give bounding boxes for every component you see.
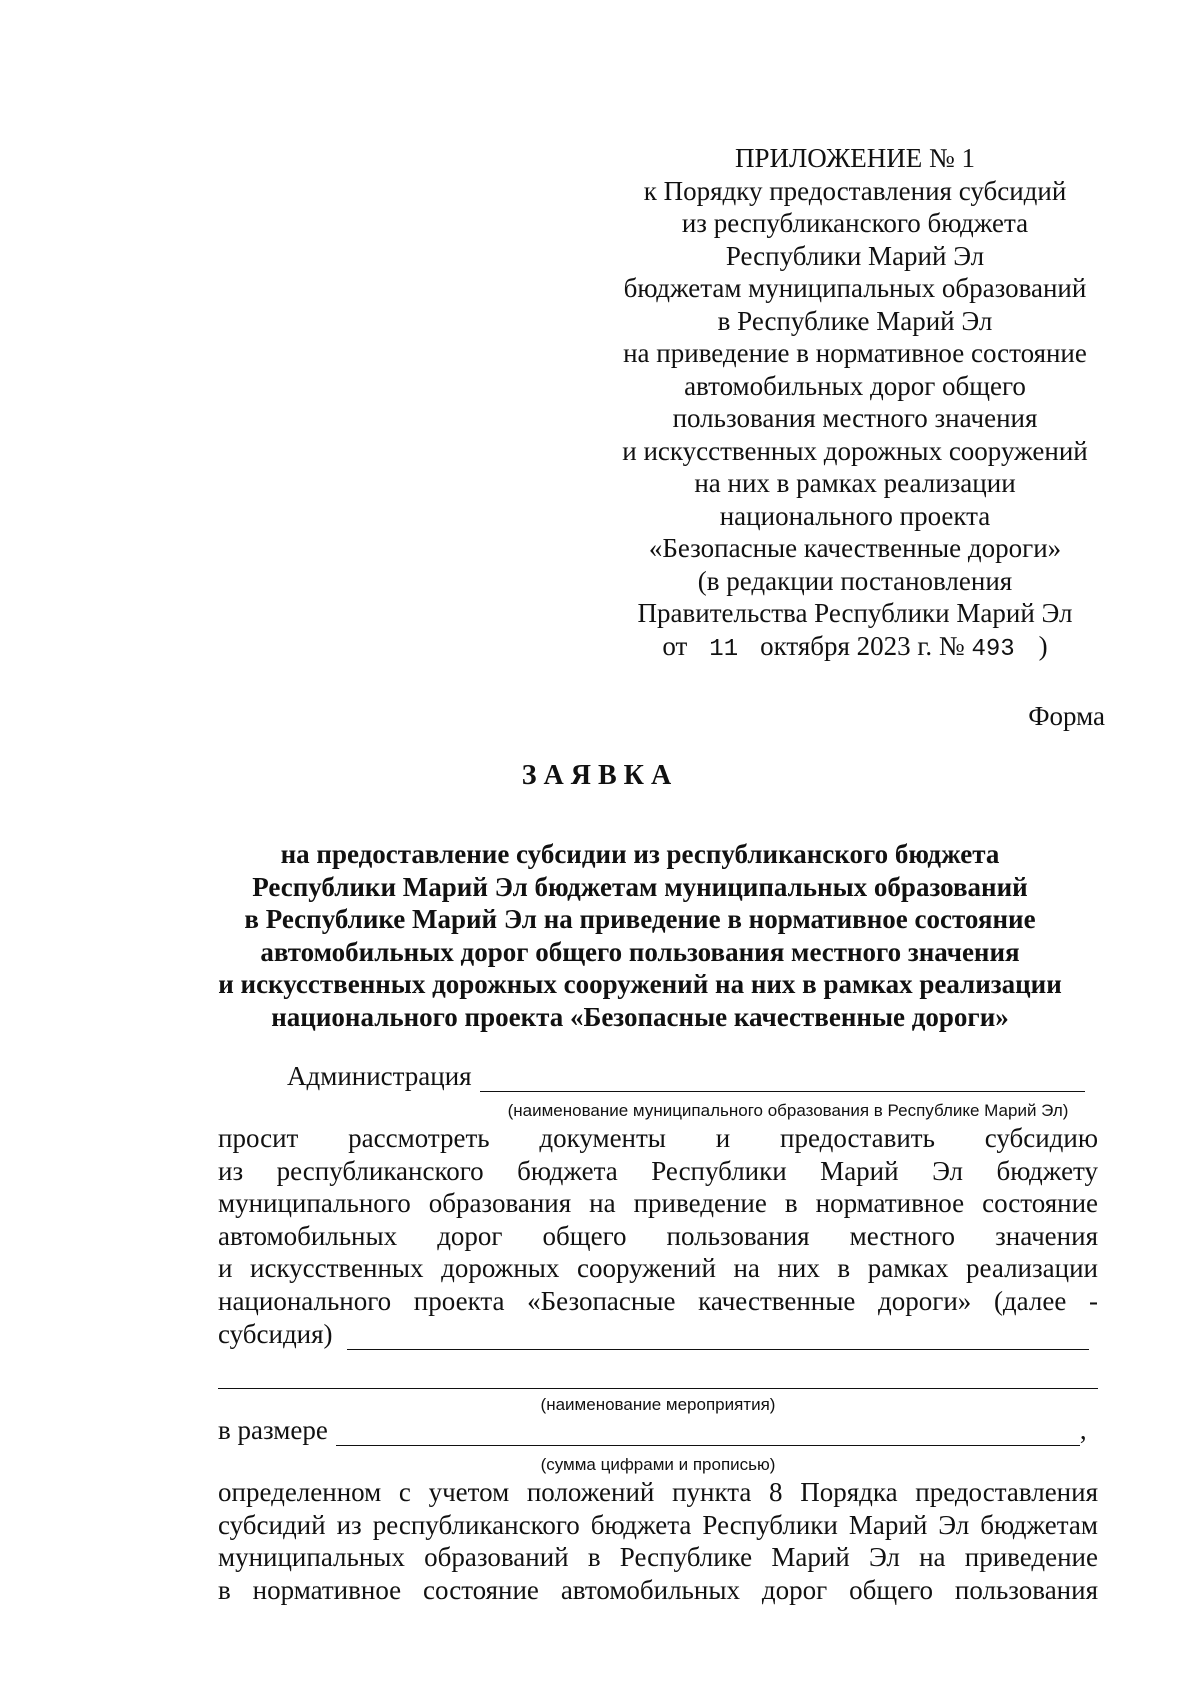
appendix-line: ПРИЛОЖЕНИЕ № 1 xyxy=(734,143,976,173)
subsidy-label: субсидия) xyxy=(218,1319,333,1349)
administration-label: Администрация xyxy=(287,1061,472,1091)
paragraph-line: определенном с учетом положений пункта 8 Порядка предоставления xyxy=(218,1477,1098,1507)
appendix-line: автомобильных дорог общего xyxy=(684,370,1026,401)
appendix-line: на них в рамках реализации xyxy=(694,468,1016,498)
event-caption: (наименование мероприятия) xyxy=(540,1395,776,1414)
amount-caption: (сумма цифрами и прописью) xyxy=(540,1455,776,1474)
page-title: ЗАЯВКА xyxy=(521,760,679,791)
paragraph-line: и искусственных дорожных сооружений на них в рамках реализации xyxy=(218,1253,1098,1283)
amount-label: в размере xyxy=(218,1415,328,1445)
paragraph-line: автомобильных дорог общего пользования местного значения xyxy=(218,1220,1098,1251)
paragraph-line: из республиканского бюджета Республики Марий Эл бюджету xyxy=(218,1155,1098,1186)
paragraph-line: муниципального образования на приведение в нормативное состояние xyxy=(218,1188,1098,1218)
appendix-block xyxy=(590,142,1120,666)
amount-field[interactable] xyxy=(336,1417,1080,1446)
appendix-line: (в редакции постановления xyxy=(697,565,1013,596)
closing-paragraph xyxy=(218,1476,1098,1606)
close-paren: ) xyxy=(1038,630,1048,661)
appendix-line: «Безопасные качественные дороги» xyxy=(648,533,1062,563)
subsidy-field[interactable] xyxy=(347,1321,1089,1350)
paragraph-line: субсидий из республиканского бюджета Республики Марий Эл бюджетам xyxy=(218,1509,1098,1540)
appendix-date-line xyxy=(590,630,1120,667)
subtitle-line: Республики Марий Эл бюджетам муниципальных образований xyxy=(252,871,1028,902)
subtitle-line: автомобильных дорог общего пользования местного значения xyxy=(260,936,1020,967)
appendix-line: бюджетам муниципальных образований xyxy=(623,273,1087,303)
appendix-line: к Порядку предоставления субсидий xyxy=(643,175,1067,206)
appendix-line: Правительства Республики Марий Эл xyxy=(637,598,1073,628)
administration-row xyxy=(287,1060,1085,1092)
date-month-year: октября 2023 г. № xyxy=(760,630,965,661)
administration-caption: (наименование муниципального образования в Республике Марий Эл) xyxy=(507,1101,1069,1120)
administration-field[interactable] xyxy=(480,1063,1085,1092)
appendix-line: и искусственных дорожных сооружений xyxy=(622,435,1088,466)
amount-comma: , xyxy=(1079,1415,1087,1445)
date-prefix: от xyxy=(662,630,688,661)
appendix-line: в Республике Марий Эл xyxy=(717,305,993,336)
subtitle-line: на предоставление субсидии из республиканского бюджета xyxy=(280,839,1000,869)
subtitle-line: в Республике Марий Эл на приведение в нормативное состояние xyxy=(244,904,1036,934)
paragraph-line: просит рассмотреть документы и предоставить субсидию xyxy=(218,1123,1098,1153)
subsidy-row xyxy=(218,1318,1089,1350)
paragraph-line: национального проекта «Безопасные качественные дороги» (далее - xyxy=(218,1285,1098,1316)
appendix-line: из республиканского бюджета xyxy=(681,208,1029,238)
appendix-line: национального проекта xyxy=(719,500,991,531)
request-paragraph xyxy=(218,1122,1098,1317)
paragraph-line: в нормативное состояние автомобильных дорог общего пользования xyxy=(218,1574,1098,1605)
appendix-line: Республики Марий Эл xyxy=(725,240,985,271)
paragraph-line: муниципальных образований в Республике Марий Эл на приведение xyxy=(218,1542,1098,1572)
subtitle-line: и искусственных дорожных сооружений на них в рамках реализации xyxy=(218,969,1062,999)
decree-number: 493 xyxy=(971,635,1015,663)
appendix-line: пользования местного значения xyxy=(672,403,1038,433)
amount-row xyxy=(218,1414,1087,1446)
subtitle-line: национального проекта «Безопасные качественные дороги» xyxy=(271,1001,1009,1032)
subtitle-block xyxy=(150,838,1130,1033)
event-field[interactable] xyxy=(218,1388,1098,1389)
date-day: 11 xyxy=(709,635,739,663)
appendix-line: на приведение в нормативное состояние xyxy=(623,338,1087,368)
form-label: Форма xyxy=(1028,701,1105,731)
